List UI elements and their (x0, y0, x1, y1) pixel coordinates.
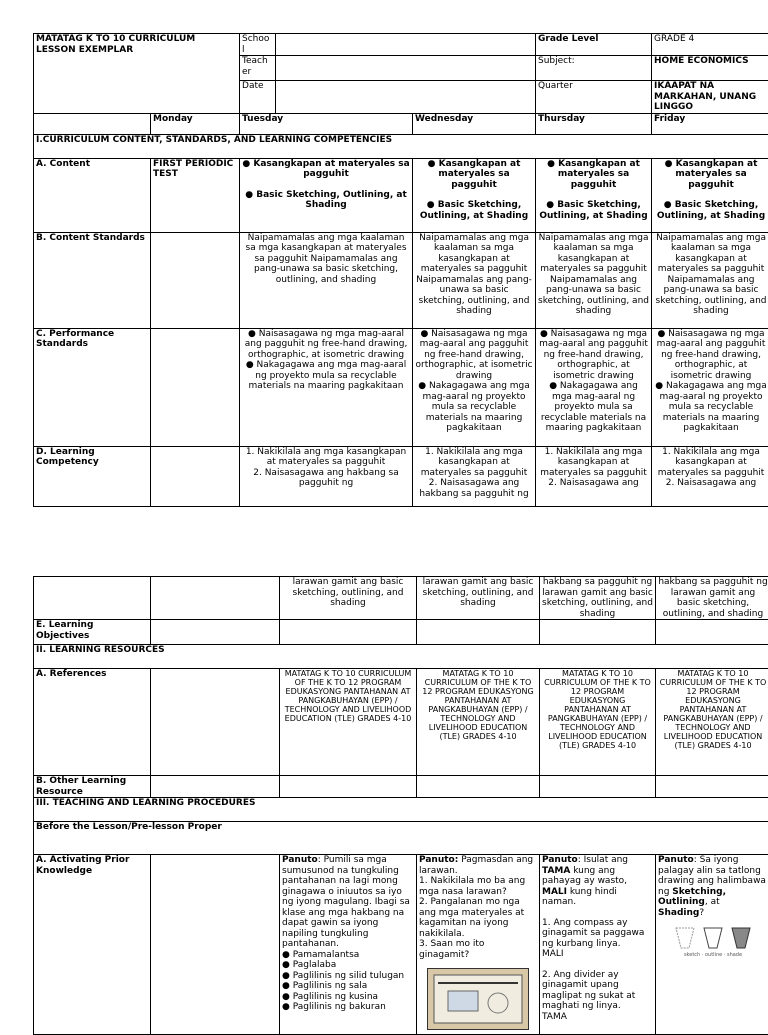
date-field[interactable] (276, 81, 536, 114)
activating-monday (151, 855, 280, 1035)
activating-friday: Panuto: Sa iyong palagay alin sa tatlong drawing ang halimbawa ng Sketching, Outlining, at Shading? sketch · outline · shade (656, 855, 768, 1035)
content-tuesday: ● Kasangkapan at materyales sa pagguhit ● Basic Sketching, Outlining, at Shading (240, 158, 413, 232)
row-label-performance-standards: C. Performance Standards (34, 328, 151, 446)
activating-tuesday: Panuto: Pumili sa mga sumusunod na tungkuling pantahanan na lagi mong ginagawa o iniuutos sa iyo ng iyong magulang. Ibagi sa klase ang mga hakbang na dapat gawin sa iyong napiling tungkuling pantahanan. ● Pamamalantsa ● Paglalaba ● Paglilinis ng silid tulugan ● Paglilinis ng sala ● Paglilinis ng kusina ● Paglilinis ng bakuran (280, 855, 417, 1035)
competency-monday (151, 446, 240, 506)
sketch-caption: sketch · outline · shade (658, 950, 768, 961)
performance-wednesday: ● Naisasagawa ng mga mag-aaral ang pagguhit ng free-hand drawing, orthographic, at isometric drawing ● Nakagagawa ang mga mag-aaral ng proyekto mula sa recyclable materials na maaring pagkakitaan (413, 328, 536, 446)
teacher-field[interactable] (276, 56, 536, 81)
teacher-label: Teach er (240, 56, 276, 81)
cont-label (34, 577, 151, 620)
day-thursday: Thursday (536, 113, 652, 134)
references-tuesday: MATATAG K TO 10 CURRICULUM OF THE K TO 12 PROGRAM EDUKASYONG PANTAHANAN AT PANGKABUHAYAN (EPP) / TECHNOLOGY AND LIVELIHOOD EDUCATION (TLE) GRADES 4-10 (280, 669, 417, 776)
subject-label: Subject: (536, 56, 652, 81)
shaded-drawing-icon (730, 924, 752, 950)
school-label: Schoo l (240, 34, 276, 56)
section-procedures: III. TEACHING AND LEARNING PROCEDURES (34, 798, 768, 822)
other-monday (151, 776, 280, 798)
content-monday: FIRST PERIODIC TEST (151, 158, 240, 232)
section-resources: II. LEARNING RESOURCES (34, 645, 768, 669)
content-standards-monday (151, 232, 240, 328)
references-friday: MATATAG K TO 10 CURRICULUM OF THE K TO 12 PROGRAM EDUKASYONG PANTAHANAN AT PANGKABUHAYAN (EPP) / TECHNOLOGY AND LIVELIHOOD EDUCATION (TLE) GRADES 4-10 (656, 669, 768, 776)
other-tuesday (280, 776, 417, 798)
subject-value: HOME ECONOMICS (652, 56, 768, 81)
references-monday (151, 669, 280, 776)
other-friday (656, 776, 768, 798)
blank-corner (34, 113, 151, 134)
objectives-tuesday[interactable] (280, 620, 417, 645)
day-friday: Friday (652, 113, 768, 134)
competency-wednesday: 1. Nakikilala ang mga kasangkapan at materyales sa pagguhit 2. Naisasagawa ang hakbang sa pagguhit ng (413, 446, 536, 506)
day-monday: Monday (151, 113, 240, 134)
performance-monday (151, 328, 240, 446)
cont-friday: hakbang sa pagguhit ng larawan gamit ang basic sketching, outlining, and shading (656, 577, 768, 620)
grade-level-value: GRADE 4 (652, 34, 768, 56)
objectives-thursday[interactable] (540, 620, 656, 645)
row-label-content: A. Content (34, 158, 151, 232)
references-wednesday: MATATAG K TO 10 CURRICULUM OF THE K TO 12 PROGRAM EDUKASYONG PANTAHANAN AT PANGKABUHAYAN (EPP) / TECHNOLOGY AND LIVELIHOOD EDUCATION (TLE) GRADES 4-10 (417, 669, 540, 776)
performance-tuesday: ● Naisasagawa ng mga mag-aaral ang pagguhit ng free-hand drawing, orthographic, at isometric drawing ● Nakagagawa ang mga mag-aaral ng proyekto mula sa recyclable materials na maaring pagkakitaan (240, 328, 413, 446)
content-friday: ● Kasangkapan at materyales sa pagguhit ● Basic Sketching, Outlining, at Shading (652, 158, 768, 232)
row-label-competency: D. Learning Competency (34, 446, 151, 506)
grade-level-label: Grade Level (536, 34, 652, 56)
cont-tuesday: larawan gamit ang basic sketching, outlining, and shading (280, 577, 417, 620)
row-label-other-resources: B. Other Learning Resource (34, 776, 151, 798)
cont-monday (151, 577, 280, 620)
day-wednesday: Wednesday (413, 113, 536, 134)
activating-wednesday: Panuto: Pagmasdan ang larawan. 1. Nakikilala mo ba ang mga nasa larawan? 2. Pangalanan mo nga ang mga materyales at kagamitan na iyong nakikilala. 3. Saan mo ito ginagamit? (417, 855, 540, 1035)
other-wednesday (417, 776, 540, 798)
other-thursday (540, 776, 656, 798)
cont-wednesday: larawan gamit ang basic sketching, outlining, and shading (417, 577, 540, 620)
quarter-value: IKAAPAT NA MARKAHAN, UNANG LINGGO (652, 81, 768, 114)
performance-friday: ● Naisasagawa ng mga mag-aaral ang pagguhit ng free-hand drawing, orthographic, at isometric drawing ● Nakagagawa ang mga mag-aaral ng proyekto mula sa recyclable materials na maaring pagkakitaan (652, 328, 768, 446)
competency-friday: 1. Nakikilala ang mga kasangkapan at materyales sa pagguhit 2. Naisasagawa ang (652, 446, 768, 506)
content-wednesday: ● Kasangkapan at materyales sa pagguhit ● Basic Sketching, Outlining, at Shading (413, 158, 536, 232)
content-thursday: ● Kasangkapan at materyales sa pagguhit ● Basic Sketching, Outlining, at Shading (536, 158, 652, 232)
section-curriculum: I.CURRICULUM CONTENT, STANDARDS, AND LEARNING COMPETENCIES (34, 134, 768, 158)
objectives-friday[interactable] (656, 620, 768, 645)
drawing-tools-photo (427, 968, 529, 1030)
row-label-activating: A. Activating Prior Knowledge (34, 855, 151, 1035)
date-label: Date (240, 81, 276, 114)
cont-thursday: hakbang sa pagguhit ng larawan gamit ang basic sketching, outlining, and shading (540, 577, 656, 620)
competency-thursday: 1. Nakikilala ang mga kasangkapan at materyales sa pagguhit 2. Naisasagawa ang (536, 446, 652, 506)
content-standards-friday: Naipamamalas ang mga kaalaman sa mga kasangkapan at materyales sa pagguhit Naipamamalas ang pang-unawa sa basic sketching, outlining, and shading (652, 232, 768, 328)
section-before-lesson: Before the Lesson/Pre-lesson Proper (34, 822, 768, 855)
objectives-monday[interactable] (151, 620, 280, 645)
sketch-drawing-icon (674, 924, 696, 950)
outline-drawing-icon (702, 924, 724, 950)
references-thursday: MATATAG K TO 10 CURRICULUM OF THE K TO 12 PROGRAM EDUKASYONG PANTAHANAN AT PANGKABUHAYAN (EPP) / TECHNOLOGY AND LIVELIHOOD EDUCATION (TLE) GRADES 4-10 (540, 669, 656, 776)
content-standards-tuesday: Naipamamalas ang mga kaalaman sa mga kasangkapan at materyales sa pagguhit Naipamamalas ang pang-unawa sa basic sketching, outlining, and shading (240, 232, 413, 328)
school-field[interactable] (276, 34, 536, 56)
lesson-table-page-1 (33, 33, 768, 507)
activating-thursday: Panuto: Isulat ang TAMA kung ang pahayag ay wasto, MALI kung hindi naman. 1. Ang compass ay ginagamit sa paggawa ng kurbang linya. MALI 2. Ang divider ay ginagamit upang maglipat ng sukat at maghati ng linya. TAMA (540, 855, 656, 1035)
content-standards-wednesday: Naipamamalas ang mga kaalaman sa mga kasangkapan at materyales sa pagguhit Naipamamalas ang pang-unawa sa basic sketching, outlining, and shading (413, 232, 536, 328)
row-label-objectives: E. Learning Objectives (34, 620, 151, 645)
sketch-examples-image (658, 924, 768, 950)
row-label-content-standards: B. Content Standards (34, 232, 151, 328)
performance-thursday: ● Naisasagawa ng mga mag-aaral ang pagguhit ng free-hand drawing, orthographic, at isometric drawing ● Nakagagawa ang mga mag-aaral ng proyekto mula sa recyclable materials na maaring pagkakitaan (536, 328, 652, 446)
day-tuesday: Tuesday (240, 113, 413, 134)
lesson-table-page-2 (33, 576, 768, 1035)
content-standards-thursday: Naipamamalas ang mga kaalaman sa mga kasangkapan at materyales sa pagguhit Naipamamalas ang pang-unawa sa basic sketching, outlining, and shading (536, 232, 652, 328)
quarter-label: Quarter (536, 81, 652, 114)
row-label-references: A. References (34, 669, 151, 776)
competency-tuesday: 1. Nakikilala ang mga kasangkapan at materyales sa pagguhit 2. Naisasagawa ang hakbang sa pagguhit ng (240, 446, 413, 506)
objectives-wednesday[interactable] (417, 620, 540, 645)
header-title: MATATAG K TO 10 CURRICULUM LESSON EXEMPLAR (34, 34, 240, 114)
